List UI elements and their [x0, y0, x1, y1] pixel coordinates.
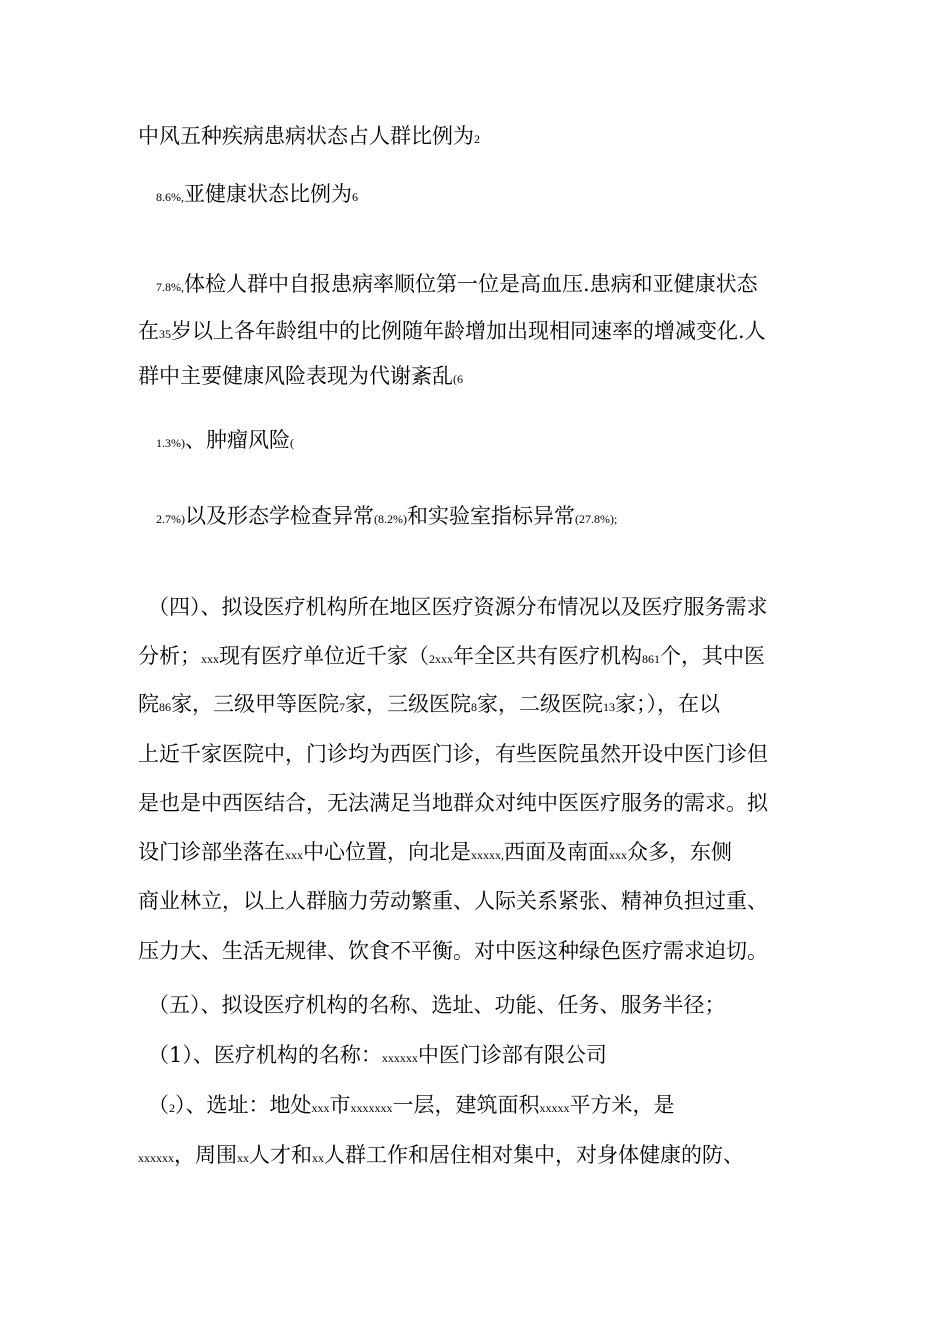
text-number: 13 [603, 700, 615, 714]
text-segment: 群中主要健康风险表现为代谢紊乱 [138, 364, 453, 388]
text-number: xx [312, 1151, 324, 1165]
text-line-11 [138, 740, 828, 768]
text-line-17 [148, 1041, 838, 1072]
text-line-8 [148, 593, 838, 621]
text-segment: 和实验室指标异常 [407, 504, 575, 528]
text-segment: ，周围 [174, 1143, 237, 1167]
text-segment: 是也是中西医结合，无法满足当地群众对纯中医医疗服务的需求。拟 [138, 791, 768, 815]
text-line-15 [138, 937, 828, 965]
text-line-9 [138, 642, 828, 673]
text-segment: 市 [329, 1093, 351, 1117]
text-segment: 众多，东侧 [627, 840, 732, 864]
text-segment: （ [148, 1093, 169, 1117]
text-line-1 [138, 122, 828, 153]
text-number: xxxxx [539, 1101, 570, 1115]
text-line-16 [148, 991, 838, 1019]
text-segment: 人才和 [249, 1143, 312, 1167]
text-line-19 [138, 1141, 828, 1172]
text-number: xx [237, 1151, 249, 1165]
text-line-12 [138, 789, 828, 817]
text-number: 2 [169, 1101, 175, 1115]
text-segment: 中心位置，向北是 [303, 840, 471, 864]
text-segment: 现有医疗单位近千家（ [219, 644, 429, 668]
text-segment: 亚健康状态比例为 [184, 182, 352, 206]
text-number: 8.6%, [156, 190, 184, 204]
text-segment: 院 [138, 692, 159, 716]
text-number: 861 [642, 652, 660, 666]
text-line-18 [148, 1091, 838, 1122]
text-number: 86 [159, 700, 171, 714]
text-line-5 [138, 362, 828, 393]
text-number: (27.8%); [575, 512, 618, 526]
text-segment: 中医门诊部有限公司 [417, 1043, 607, 1067]
text-segment: 年全区共有医疗机构 [453, 644, 642, 668]
text-number: 7 [339, 700, 345, 714]
text-segment: （五）、拟设医疗机构的名称、选址、功能、任务、服务半径； [148, 993, 726, 1017]
text-number: xxxxxx [381, 1051, 418, 1065]
text-segment: 商业林立，以上人群脑力劳动繁重、人际关系紧张、精神负担过重、 [138, 889, 768, 913]
text-number: 8 [471, 700, 477, 714]
text-line-4 [138, 317, 828, 348]
text-number: 2xxx [429, 652, 453, 666]
text-segment: 家；），在以 [615, 692, 720, 716]
text-segment: 以及形态学检查异常 [185, 504, 374, 528]
text-line-3 [156, 270, 846, 301]
text-segment: 体检人群中自报患病率顺位第一位是高血压.患病和亚健康状态 [184, 272, 758, 296]
text-segment: 家，三级医院 [345, 692, 471, 716]
text-segment: ）、选址：地处 [175, 1093, 312, 1117]
text-number: 1.3%) [156, 436, 185, 450]
text-number: xxxxx, [471, 848, 504, 862]
text-line-14 [138, 887, 828, 915]
text-segment: 个，其中医 [660, 644, 765, 668]
text-number: 6 [352, 190, 358, 204]
text-segment: 平方米，是 [569, 1093, 675, 1117]
text-segment: 西面及南面 [504, 840, 609, 864]
text-segment: 一层，建筑面积 [392, 1093, 540, 1117]
text-segment: 、肿瘤风险 [185, 428, 290, 452]
text-number: 35 [159, 327, 171, 341]
text-number: xxx [311, 1101, 330, 1115]
text-number: xxxxxx [138, 1151, 174, 1165]
text-number: 7.8%, [156, 280, 184, 294]
text-number: xxx [285, 848, 303, 862]
text-number: 2 [474, 132, 480, 146]
text-segment: （四）、拟设医疗机构所在地区医疗资源分布情况以及医疗服务需求 [148, 595, 768, 619]
text-line-7 [156, 502, 846, 533]
text-line-6 [156, 426, 846, 457]
text-segment: 在 [138, 319, 159, 343]
text-number: 2.7%) [156, 512, 185, 526]
text-segment: （1）、医疗机构的名称： [148, 1043, 382, 1067]
text-line-2 [156, 180, 846, 211]
text-number: (6 [453, 372, 463, 386]
text-segment: 设门诊部坐落在 [138, 840, 285, 864]
text-segment: 家，三级甲等医院 [171, 692, 339, 716]
text-segment: 中风五种疾病患病状态占人群比例为 [138, 124, 474, 148]
text-segment: 上近千家医院中，门诊均为西医门诊，有些医院虽然开设中医门诊但 [138, 742, 768, 766]
text-number: xxx [609, 848, 627, 862]
text-segment: 压力大、生活无规律、饮食不平衡。对中医这种绿色医疗需求迫切。 [138, 939, 768, 963]
text-line-13 [138, 838, 828, 869]
text-segment: 家，二级医院 [477, 692, 603, 716]
text-number: ( [290, 436, 294, 450]
text-number: xxxxxxx [350, 1101, 393, 1115]
text-line-10 [138, 690, 828, 721]
text-segment: 人群工作和居住相对集中，对身体健康的防、 [324, 1143, 744, 1167]
text-segment: 岁以上各年龄组中的比例随年龄增加出现相同速率的增减变化.人 [171, 319, 766, 343]
text-number: xxx [201, 652, 219, 666]
text-segment: 分析； [138, 644, 201, 668]
text-number: (8.2%) [374, 512, 407, 526]
